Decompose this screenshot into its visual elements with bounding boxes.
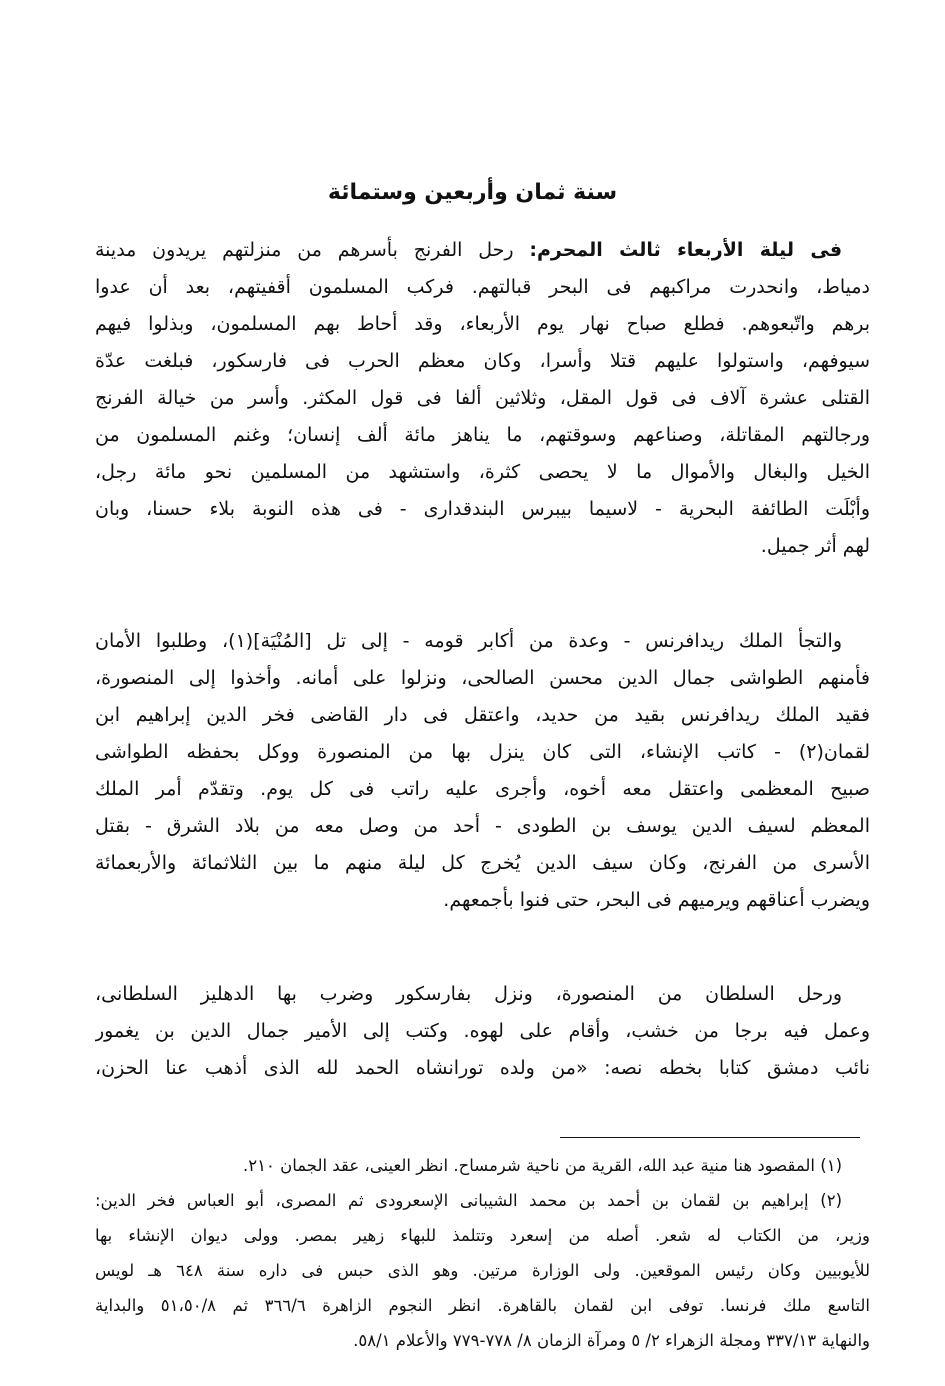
footnotes bbox=[95, 1148, 870, 1358]
text-line: وعمل فيه برجا من خشب، وأقام على لهوه. وكتب إلى الأمير جمال الدين بن يغمور bbox=[95, 1020, 870, 1042]
footnote-divider bbox=[560, 1137, 860, 1138]
page-title: سنة ثمان وأربعين وستمائة bbox=[327, 180, 618, 205]
text-line: برهم واتّبعوهم. فطلع صباح نهار يوم الأربعاء، وقد أحاط بهم المسلمون، وبذلوا فيهم bbox=[95, 313, 870, 335]
text-line: صبيح المعظمى واعتقل معه أخوه، وأجرى عليه راتب فى كل يوم. وتقدّم أمر الملك bbox=[95, 778, 870, 800]
paragraph-1 bbox=[95, 232, 870, 565]
text-line: ويضرب أعناقهم ويرميهم فى البحر، حتى فنوا بأجمعهم. bbox=[443, 889, 870, 911]
text-line: القتلى عشرة آلاف فى قول المقل، وثلاثين ألفا فى قول المكثر. وأسر من خيالة الفرنج bbox=[95, 387, 870, 409]
footnote-line: التاسع ملك فرنسا. توفى ابن لقمان بالقاهرة. انظر النجوم الزاهرة ٣٦٦/٦ ثم ٥١،٥٠/٨ والبداية bbox=[95, 1296, 870, 1315]
text-line: لهم أثر جميل. bbox=[760, 535, 870, 557]
footnote-line: (١) المقصود هنا منية عبد الله، القرية من ناحية شرمساح. انظر العينى، عقد الجمان ٢١٠. bbox=[243, 1156, 842, 1175]
footnote-line: (٢) إبراهيم بن لقمان بن أحمد بن محمد الشيبانى الإسعرودى ثم المصرى، أبو العباس فخر الدين: bbox=[95, 1191, 842, 1210]
text-line: نائب دمشق كتابا بخطه نصه: «من ولده تورانشاه الحمد لله الذى أذهب عنا الحزن، bbox=[95, 1057, 870, 1079]
text-line: وأبْلَت الطائفة البحرية - لاسيما بيبرس البندقدارى - فى هذه النوبة بلاء حسنا، وبان bbox=[95, 498, 870, 520]
text-line: فأمنهم الطواشى جمال الدين محسن الصالحى، ونزلوا على أمانه. وأخذوا إلى المنصورة، bbox=[95, 667, 870, 689]
text-line: دمياط، وانحدرت مراكبهم فى البحر قبالتهم. فركب المسلمون أقفيتهم، بعد أن عدوا bbox=[95, 276, 870, 298]
text-line: سيوفهم، واستولوا عليهم قتلا وأسرا، وكان معظم الحرب فى فارسكور، فبلغت عدّة bbox=[95, 350, 870, 372]
paragraph-2 bbox=[95, 623, 870, 919]
footnote-line: للأيوبيين وكان رئيس الموقعين. ولى الوزارة مرتين. وهو الذى حبس فى داره سنة ٦٤٨ هـ لويس bbox=[95, 1261, 870, 1280]
text-line: ورجالتهم المقاتلة، وصناعهم وسوقتهم، ما يناهز مائة ألف إنسان؛ وغنم المسلمون من bbox=[95, 424, 870, 446]
text-span: رحل الفرنج بأسرهم من منزلتهم يريدون مدينة bbox=[95, 239, 514, 261]
text-line: الخيل والبغال والأموال ما لا يحصى كثرة، واستشهد من المسلمين نحو مائة رجل، bbox=[95, 461, 870, 483]
paragraph-3 bbox=[95, 976, 870, 1087]
text-line: لقمان(٢) - كاتب الإنشاء، التى كان ينزل بها من المنصورة ووكل بحفظه الطواشى bbox=[95, 741, 870, 763]
footnote-line: والنهاية ٣٣٧/١٣ ومجلة الزهراء ٢/ ٥ ومرآة الزمان ٨/ ٧٧٨-٧٧٩ والأعلام ٥٨/١. bbox=[353, 1331, 870, 1350]
text-line: والتجأ الملك ريدافرنس - وعدة من أكابر قومه - إلى تل [المُنْيَة](١)، وطلبوا الأمان bbox=[95, 630, 843, 652]
footnote-line: وزير، من الكتاب له شعر. أصله من إسعرد وتتلمذ للبهاء زهير بمصر. وولى ديوان الإنشاء بها bbox=[95, 1226, 870, 1245]
text-line: المعظم لسيف الدين يوسف بن الطودى - أحد من وصل معه من بلاد الشرق - بقتل bbox=[95, 815, 870, 837]
text-line: فقيد الملك ريدافرنس بقيد من حديد، واعتقل فى دار القاضى فخر الدين إبراهيم ابن bbox=[95, 704, 870, 726]
text-line bbox=[95, 232, 870, 269]
text-line: ورحل السلطان من المنصورة، ونزل بفارسكور وضرب بها الدهليز السلطانى، bbox=[95, 983, 842, 1005]
paragraph-lead: فى ليلة الأربعاء ثالث المحرم: bbox=[529, 239, 843, 261]
text-line: الأسرى من الفرنج، وكان سيف الدين يُخرج كل ليلة منهم ما بين الثلاثمائة والأربعمائة bbox=[95, 852, 870, 874]
